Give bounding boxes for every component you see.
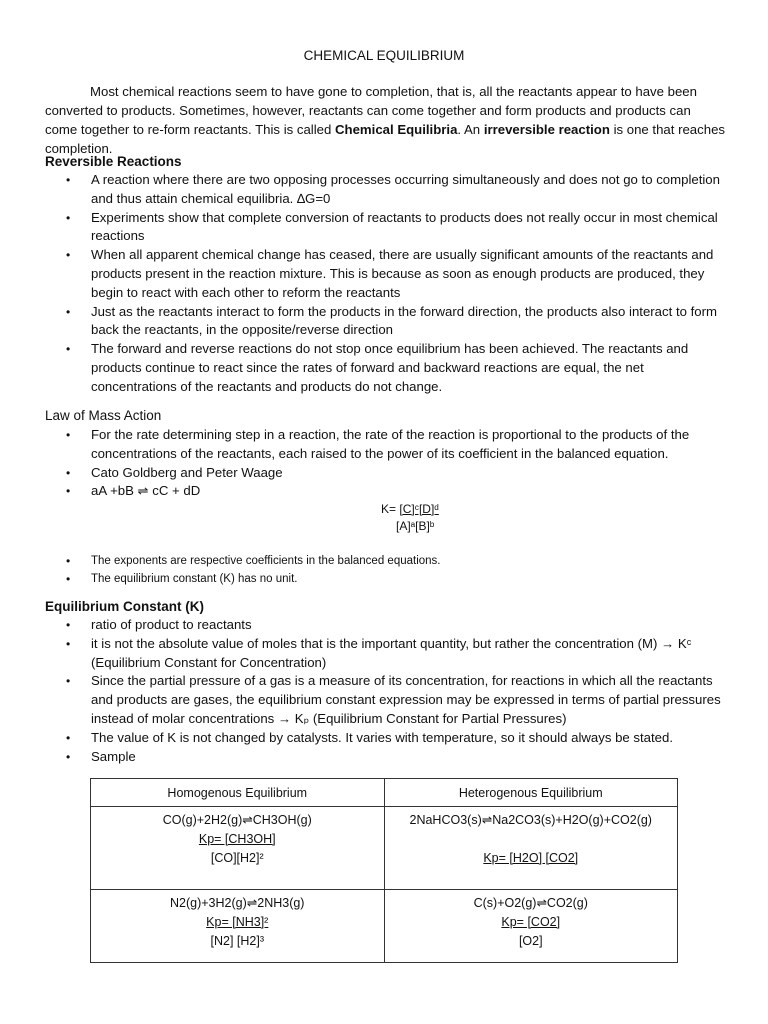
page-title: CHEMICAL EQUILIBRIUM [303,48,465,63]
list-item: • The exponents are respective coefficients in the balanced equations. [66,552,726,570]
equilibrium-sample-table [90,778,678,963]
reaction-equation: 2NaHCO3(s)⇌Na2CO3(s)+H2O(g)+CO2(g) [409,813,652,827]
intro-text-2: . An [457,122,484,137]
table-cell [91,807,385,890]
list-item: • The forward and reverse reactions do not stop once equilibrium has been achieved. The reactants and products continue to react since the rates of forward and backward reactions are equal, the net concentrations of the reactants and products do not change. [66,340,726,396]
mass-action-notes [66,552,726,588]
reaction-equation: C(s)+O2(g)⇌CO2(g) [473,896,588,910]
kp-numerator: Kp= [NH3]² [206,915,269,929]
k-numerator: K= [C]ᶜ[D]ᵈ [381,502,439,516]
list-item: • When all apparent chemical change has ceased, there are usually significant amounts of the reactants and products present in the reaction mixture. This is because as soon as enough products are produced, they begin to react with each other to reform the reactants [66,246,726,302]
list-item: • aA +bB ⇌ cC + dD [66,482,726,501]
reaction-equation: CO(g)+2H2(g)⇌CH3OH(g) [162,813,312,827]
col-header-heterogenous: Heterogenous Equilibrium [384,779,678,807]
list-item: • The value of K is not changed by catalysts. It varies with temperature, so it should always be stated. [66,729,726,748]
kp-numerator: Kp= [CO2] [501,915,561,929]
k-denominator: [A]ᵃ[B]ᵇ [396,519,435,533]
intro-text-1: Most chemical reactions seem to have gone to completion, that is, all the reactants appear to have been converted to products. Sometimes, however, reactants can come together and form products and products can come together to re-form reactants. This is called [45,84,697,137]
mass-action-heading: Law of Mass Action [45,408,162,423]
mass-action-list [66,426,726,501]
list-item: • For the rate determining step in a reaction, the rate of the reaction is proportional to the products of the concentrations of the reactants, each raised to the power of its coefficient in the balanced equation. [66,426,726,464]
term-chemical-equilibria: Chemical Equilibria [335,122,458,137]
intro-text-3: is one that reaches completion. [45,122,726,156]
list-item: • Since the partial pressure of a gas is a measure of its concentration, for reactions in which all the reactants and products are gases, the equilibrium constant expression may be expressed in terms of partial pressures instead of molar concentrations → Kₚ (Equilibrium Constant for Partial Pressures) [66,672,726,728]
list-item: • The equilibrium constant (K) has no unit. [66,570,726,588]
list-item: • Just as the reactants interact to form the products in the forward direction, the products also interact to form back the reactants, in the opposite/reverse direction [66,303,726,341]
kp-expression: Kp= [H2O] [CO2] [483,851,579,865]
list-item: • Cato Goldberg and Peter Waage [66,464,726,483]
col-header-homogenous: Homogenous Equilibrium [91,779,385,807]
list-item: • it is not the absolute value of moles that is the important quantity, but rather the concentration (M) → Kᶜ (Equilibrium Constant for Concentration) [66,635,726,673]
kp-denominator: [N2] [H2]³ [210,934,264,948]
kp-denominator: [O2] [518,934,543,948]
intro-paragraph [45,82,725,158]
table-cell [384,890,678,963]
list-item: • A reaction where there are two opposing processes occurring simultaneously and does not go to completion and thus attain chemical equilibria. ∆G=0 [66,171,726,209]
table-cell [384,807,678,890]
list-item: • Sample [66,748,726,767]
reversible-heading: Reversible Reactions [45,154,182,169]
kp-denominator: [CO][H2]² [210,851,264,865]
constant-list [66,616,726,766]
kp-numerator: Kp= [CH3OH] [198,832,276,846]
term-irreversible-reaction: irreversible reaction [483,122,610,137]
list-item: • Experiments show that complete conversion of reactants to products does not really occur in most chemical reactions [66,209,726,247]
reaction-equation: N2(g)+3H2(g)⇌2NH3(g) [170,896,305,910]
table-cell [91,890,385,963]
reversible-list [66,171,726,397]
constant-heading: Equilibrium Constant (K) [45,599,204,614]
list-item: • ratio of product to reactants [66,616,726,635]
